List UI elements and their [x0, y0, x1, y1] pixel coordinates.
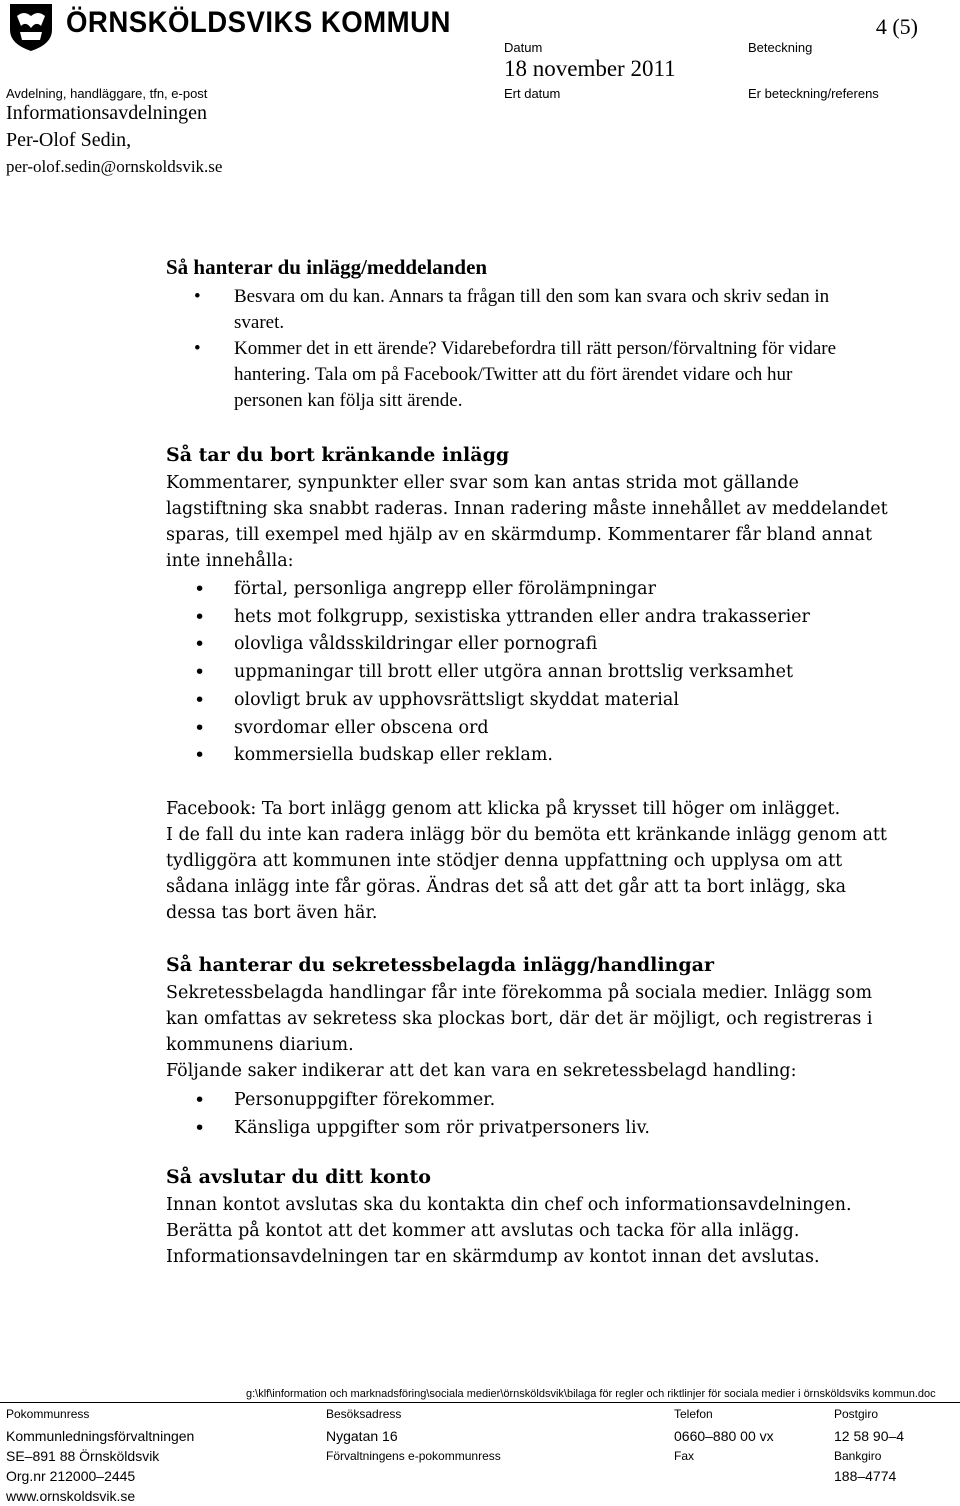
- list-item: • Kommer det in ett ärende? Vidarebefordra till rätt person/förvaltning för vidare hantering. Tala om på Facebook/Twitter att du fört ärendet vidare och hur personen kan följa sitt ärende.: [166, 336, 864, 414]
- bullet-list: [166, 576, 916, 770]
- beteckning-label: Beteckning: [748, 40, 813, 55]
- section-heading: Så tar du bort kränkande inlägg: [166, 444, 510, 466]
- list-item: • kommersiella budskap eller reklam.: [166, 742, 916, 770]
- organization-name: ÖRNSKÖLDSVIKS KOMMUN: [66, 6, 451, 39]
- list-item: • Känsliga uppgifter som rör privatpersoners liv.: [166, 1114, 911, 1142]
- datum-label: Datum: [504, 40, 543, 55]
- file-path: g:\klf\information och marknadsföring\sociala medier\örnsköldsvik\bilaga för regler och riktlinjer för sociala medier i örnsköldsviks kommun.doc: [246, 1388, 936, 1400]
- datum-value: 18 november 2011: [504, 56, 676, 81]
- list-item: • olovliga våldsskildringar eller pornografi: [166, 631, 916, 659]
- section-heading: Så hanterar du sekretessbelagda inlägg/handlingar: [166, 954, 714, 976]
- section-remove-offensive-posts: [166, 442, 916, 926]
- list-item: • uppmaningar till brott eller utgöra annan brottslig verksamhet: [166, 659, 916, 687]
- postgiro-number: 12 58 90–4: [834, 1428, 905, 1444]
- er-beteckning-label: Er beteckning/referens: [748, 86, 879, 101]
- footer-visit-column: [326, 1404, 501, 1466]
- postal-label: Pokommunress: [6, 1407, 90, 1421]
- section-handle-posts: [166, 254, 906, 414]
- list-item: • hets mot folkgrupp, sexistiska yttranden eller andra trakasserier: [166, 604, 916, 632]
- handler-name: Per-Olof Sedin,: [6, 129, 132, 151]
- fax-label: Fax: [674, 1449, 695, 1463]
- postal-city: SE–891 88 Örnsköldsvik: [6, 1448, 160, 1464]
- visit-address-label: Besöksadress: [326, 1407, 402, 1421]
- phone-number: 0660–880 00 vx: [674, 1428, 774, 1444]
- postal-name: Kommunledningsförvaltningen: [6, 1428, 195, 1444]
- phone-label: Telefon: [674, 1407, 713, 1421]
- postgiro-label: Postgiro: [834, 1407, 879, 1421]
- list-item: • svordomar eller obscena ord: [166, 715, 916, 743]
- bankgiro-number: 188–4774: [834, 1468, 897, 1484]
- email-label: Förvaltningens e-pokommunress: [326, 1449, 501, 1463]
- list-item: • Besvara om du kan. Annars ta frågan till den som kan svara och skriv sedan in svaret.: [166, 284, 834, 336]
- section-heading: Så hanterar du inlägg/meddelanden: [166, 255, 488, 279]
- bullet-list: [166, 284, 906, 414]
- ert-datum-label: Ert datum: [504, 86, 561, 101]
- section-paragraph: Sekretessbelagda handlingar får inte förekomma på sociala medier. Inlägg som kan omfattas av sekretess ska plockas bort, där det är möjligt, och registreras i kommunens diarium.: [166, 983, 873, 1055]
- avdelning-label: Avdelning, handläggare, tfn, e-post: [6, 86, 208, 101]
- section-heading: Så avslutar du ditt konto: [166, 1166, 431, 1188]
- list-item: • olovligt bruk av upphovsrättsligt skyddat material: [166, 687, 916, 715]
- footer-postal-column: [6, 1404, 194, 1506]
- list-item: • Personuppgifter förekommer.: [166, 1086, 911, 1114]
- facebook-instruction: Facebook: Ta bort inlägg genom att klicka på krysset till höger om inlägget.: [166, 798, 841, 819]
- indicator-intro: Följande saker indikerar att det kan vara en sekretessbelagd handling:: [166, 1061, 797, 1081]
- municipality-crest-logo: [8, 2, 54, 52]
- section-intro: Kommentarer, synpunkter eller svar som kan antas strida mot gällande lagstiftning ska snabbt raderas. Innan radering måste innehållet av meddelandet sparas, till exempel med hjälp av en skärmdump. Kommentarer får bland annat inte innehålla:: [166, 473, 888, 571]
- section-paragraph: I de fall du inte kan radera inlägg bör du bemöta ett kränkande inlägg genom att tydliggöra att kommunen inte stödjer denna uppfattning och upplysa om att sådana inlägg inte får göras. Ändras det så att det går att ta bort inlägg, ska dessa tas bort även här.: [166, 824, 887, 923]
- section-confidential-posts: [166, 952, 911, 1142]
- footer-giro-column: [834, 1404, 904, 1486]
- bullet-list: [166, 1086, 911, 1142]
- department-name: Informationsavdelningen: [6, 102, 208, 124]
- footer-phone-column: [674, 1404, 774, 1466]
- website-link[interactable]: www.ornskoldsvik.se: [6, 1488, 136, 1504]
- page-number: 4 (5): [875, 14, 918, 39]
- visit-address: Nygatan 16: [326, 1428, 398, 1444]
- section-last-line: Informationsavdelningen tar en skärmdump av kontot innan det avslutas.: [166, 1247, 820, 1267]
- footer-divider: [0, 1402, 960, 1403]
- section-close-account: [166, 1164, 896, 1270]
- list-item: • förtal, personliga angrepp eller förolämpningar: [166, 576, 916, 604]
- handler-email[interactable]: per-olof.sedin@ornskoldsvik.se: [6, 157, 223, 176]
- section-paragraph: Innan kontot avslutas ska du kontakta din chef och informationsavdelningen. Berätta på kontot att det kommer att avslutas och tacka för alla inlägg.: [166, 1195, 852, 1241]
- bankgiro-label: Bankgiro: [834, 1449, 882, 1463]
- org-number: Org.nr 212000–2445: [6, 1468, 136, 1484]
